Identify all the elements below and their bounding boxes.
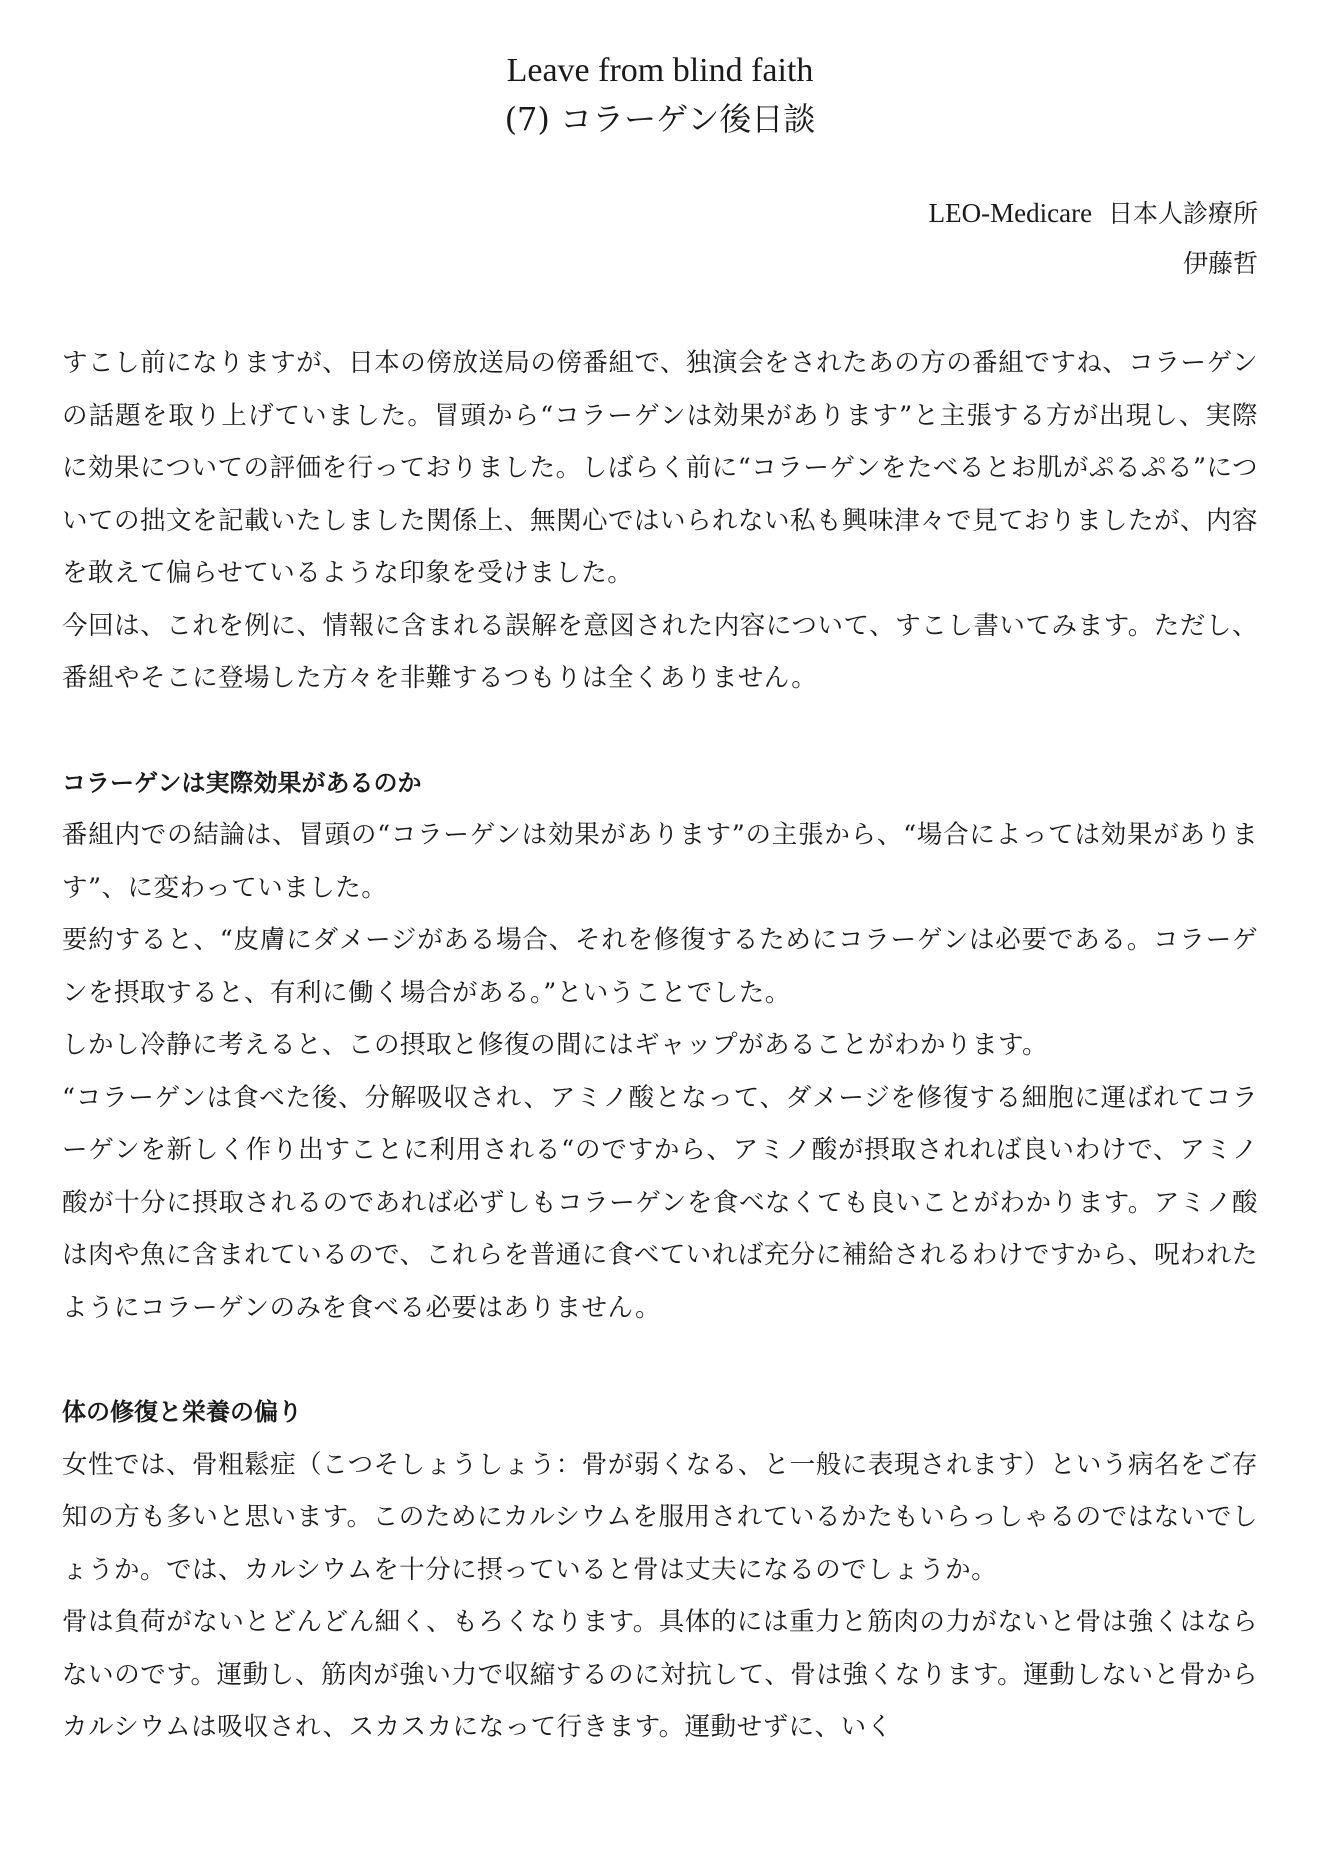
title-english: Leave from blind faith	[506, 52, 814, 89]
article-body	[62, 337, 1258, 1754]
document-page	[62, 48, 1258, 1754]
intro-paragraph-1: すこし前になりますが、日本の傍放送局の傍番組で、独演会をされたあの方の番組ですね、コラーゲンの話題を取り上げていました。冒頭から“コラーゲンは効果があります”と主張する方が出現し、実際に効果についての評価を行っておりました。しばらく前に“コラーゲンをたべるとお肌がぷるぷる”についての拙文を記載いたしました関係上、無関心ではいられない私も興味津々で見ておりましたが、内容を敢えて偏らせているような印象を受けました。	[62, 348, 1259, 588]
title-block	[62, 48, 1258, 144]
organization-name-jp: 日本人診療所	[1107, 199, 1258, 228]
section-2-heading: 体の修復と栄養の偏り	[62, 1398, 302, 1426]
author-name: 伊藤哲	[1182, 249, 1258, 278]
section-2-paragraph-2: 骨は負荷がないとどんどん細く、もろくなります。具体的には重力と筋肉の力がないと骨は強くはならないのです。運動し、筋肉が強い力で収縮するのに対抗して、骨は強くなります。運動しないと骨からカルシウムは吸収され、スカスカになって行きます。運動せずに、いく	[62, 1607, 1258, 1742]
section-1-paragraph-2: 要約すると、“皮膚にダメージがある場合、それを修復するためにコラーゲンは必要である。コラーゲンを摂取すると、有利に働く場合がある。”ということでした。	[62, 925, 1258, 1008]
section-1-paragraph-3: しかし冷静に考えると、この摂取と修復の間にはギャップがあることがわかります。	[62, 1030, 1048, 1060]
author-block	[62, 188, 1258, 289]
section-1-paragraph-1: 番組内での結論は、冒頭の“コラーゲンは効果があります”の主張から、“場合によっては効果があります”、に変わっていました。	[62, 820, 1258, 903]
section-1-heading: コラーゲンは実際効果があるのか	[62, 768, 422, 797]
section-2-paragraph-1: 女性では、骨粗鬆症（こつそしょうしょう：骨が弱くなる、と一般に表現されます）という病名をご存知の方も多いと思います。このためにカルシウムを服用されているかたもいらっしゃるのではないでしょうか。では、カルシウムを十分に摂っていると骨は丈夫になるのでしょうか。	[62, 1449, 1258, 1585]
title-japanese: (7) コラーゲン後日談	[504, 100, 816, 138]
organization-name-en: LEO-Medicare	[928, 198, 1093, 228]
intro-paragraph-2: 今回は、これを例に、情報に含まれる誤解を意図された内容について、すこし書いてみます。ただし、番組やそこに登場した方々を非難するつもりは全くありません。	[62, 610, 1258, 693]
section-1-paragraph-4: “コラーゲンは食べた後、分解吸収され、アミノ酸となって、ダメージを修復する細胞に運ばれてコラーゲンを新しく作り出すことに利用される“のですから、アミノ酸が摂取されれば良いわけで、アミノ酸が十分に摂取されるのであれば必ずしもコラーゲンを食べなくても良いことがわかります。アミノ酸は肉や魚に含まれているので、これらを普通に食べていれば充分に補給されるわけですから、呪われたようにコラーゲンのみを食べる必要はありません。	[62, 1082, 1258, 1323]
author-affiliation	[62, 188, 1258, 239]
